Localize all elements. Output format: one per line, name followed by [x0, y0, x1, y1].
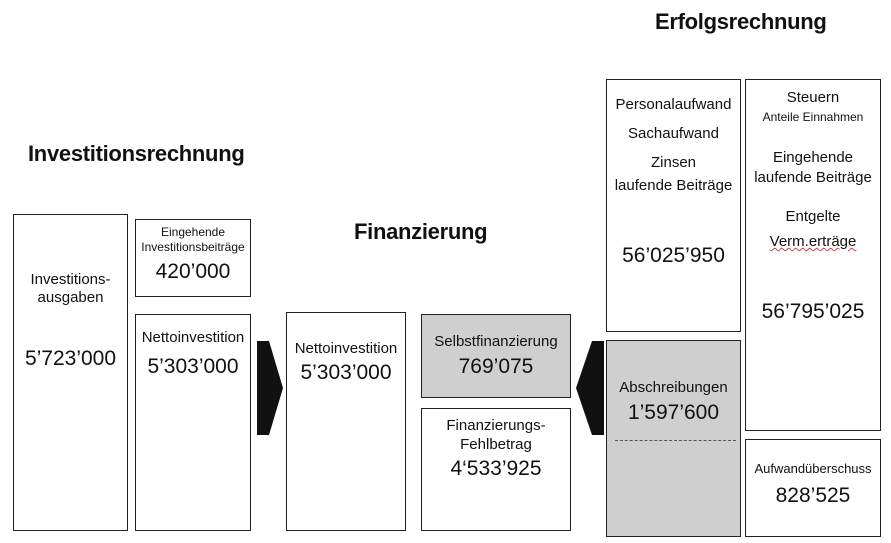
abschreibungen-value: 1’597’600: [627, 401, 720, 424]
box-investitionsbeitraege: [135, 219, 251, 297]
dashed-divider: [615, 440, 736, 441]
heading-investitionsrechnung: Investitionsrechnung: [28, 141, 245, 166]
aufwand-value: 56’025’950: [622, 244, 725, 267]
investitionsbeitraege-label: Eingehende Investitionsbeiträge: [141, 225, 245, 254]
aufwand-item: laufende Beiträge: [614, 177, 733, 194]
nettoinvestition-left-label: Nettoinvestition: [141, 329, 245, 346]
box-nettoinvestition-left: [135, 314, 251, 531]
nettoinvestition-left-value: 5’303’000: [147, 355, 239, 378]
ertrag-beitraege: Eingehende laufende Beiträge: [754, 149, 872, 186]
investitionsbeitraege-value: 420’000: [155, 260, 231, 283]
box-ertrag: [745, 79, 881, 431]
ertrag-vermoegensertraege: Verm.erträge: [769, 233, 857, 250]
box-investitionsausgaben: [13, 214, 128, 531]
aufwand-item: Personalaufwand: [615, 96, 732, 113]
fehlbetrag-value: 4‘533’925: [450, 457, 542, 480]
selbstfinanzierung-label: Selbstfinanzierung: [434, 333, 558, 350]
investitionsausgaben-label: Investitions- ausgaben: [30, 271, 111, 306]
investitionsausgaben-value: 5’723’000: [24, 347, 117, 370]
abschreibungen-label: Abschreibungen: [619, 379, 728, 396]
box-finanzierungs-fehlbetrag: [421, 408, 571, 531]
nettoinvestition-finanzierung-label: Nettoinvestition: [294, 340, 398, 357]
ertrag-steuern: Steuern: [786, 89, 840, 106]
arrow-right-icon: [255, 333, 285, 443]
selbstfinanzierung-value: 769’075: [458, 355, 534, 378]
box-selbstfinanzierung: [421, 314, 571, 398]
fehlbetrag-label: Finanzierungs- Fehlbetrag: [446, 417, 546, 453]
box-abschreibungen: [606, 340, 741, 537]
aufwandueberschuss-label: Aufwandüberschuss: [754, 461, 872, 476]
box-aufwand: [606, 79, 741, 332]
box-aufwandueberschuss: [745, 439, 881, 537]
aufwandueberschuss-value: 828’525: [775, 484, 851, 507]
ertrag-value: 56’795’025: [761, 300, 865, 323]
heading-finanzierung: Finanzierung: [354, 219, 488, 244]
nettoinvestition-finanzierung-value: 5’303’000: [300, 361, 392, 384]
aufwand-item: Sachaufwand: [628, 125, 719, 142]
arrow-left-icon: [574, 333, 606, 443]
box-nettoinvestition-finanzierung: [286, 312, 406, 531]
heading-erfolgsrechnung: Erfolgsrechnung: [655, 9, 827, 34]
aufwand-item: Zinsen: [650, 154, 697, 171]
ertrag-entgelte: Entgelte: [785, 208, 841, 225]
ertrag-anteile: Anteile Einnahmen: [762, 110, 864, 124]
